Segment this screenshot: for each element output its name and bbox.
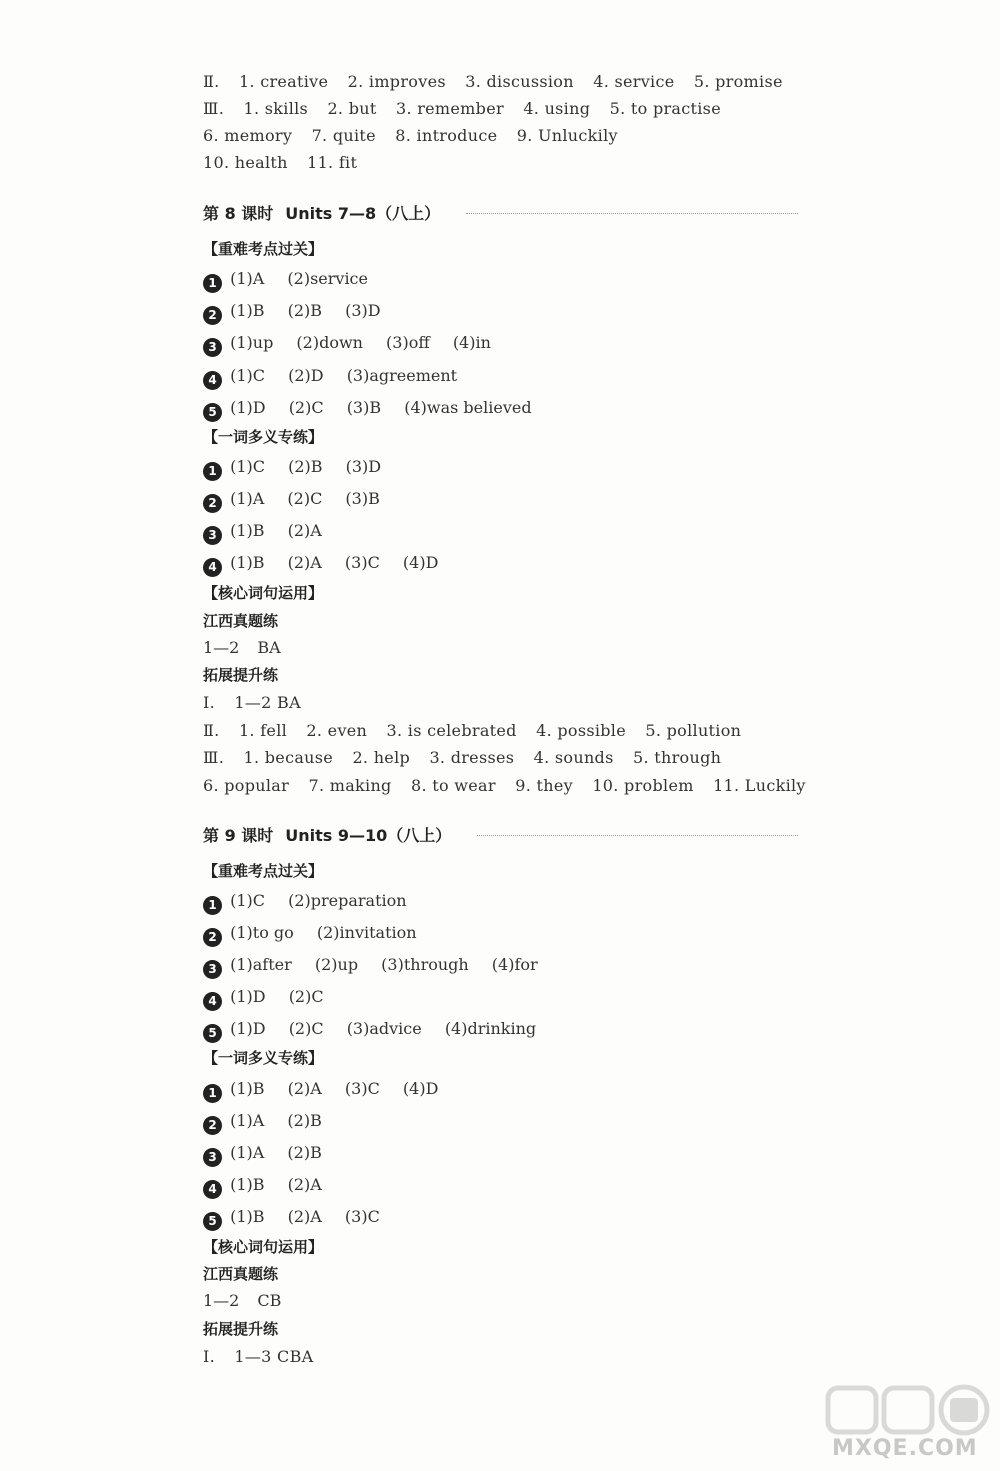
- circled-number-icon: 1: [203, 274, 222, 293]
- circled-number-icon: 2: [203, 928, 222, 947]
- numbered-answer-row: 3 (1)after (2)up (3)through (4)for: [203, 954, 538, 979]
- numbered-answer-row: 2 (1)A (2)B: [203, 1110, 322, 1135]
- circled-number-icon: 2: [203, 306, 222, 325]
- circled-number-icon: 2: [203, 1116, 222, 1135]
- numbered-answer-row: 4 (1)D (2)C: [203, 986, 324, 1011]
- watermark-site: MXQE.COM: [832, 1436, 978, 1461]
- numbered-answer-row: 3 (1)A (2)B: [203, 1142, 322, 1167]
- numbered-answer-row: 4 (1)B (2)A (3)C (4)D: [203, 552, 438, 577]
- numbered-answer-row: 1 (1)C (2)preparation: [203, 890, 407, 915]
- circled-number-icon: 4: [203, 371, 222, 390]
- numbered-answer-row: 2 (1)B (2)B (3)D: [203, 300, 381, 325]
- circled-number-icon: 1: [203, 462, 222, 481]
- numbered-answer-row: 3 (1)up (2)down (3)off (4)in: [203, 332, 491, 357]
- section-title: 【核心词句运用】: [203, 584, 324, 602]
- numbered-answer-row: 5 (1)D (2)C (3)advice (4)drinking: [203, 1018, 536, 1043]
- circled-number-icon: 4: [203, 1180, 222, 1199]
- circled-number-icon: 3: [203, 960, 222, 979]
- circled-number-icon: 5: [203, 1024, 222, 1043]
- answer-line: Ⅲ. 1. skills 2. but 3. remember 4. using 5. to practise: [203, 99, 721, 118]
- answer-line: 6. popular 7. making 8. to wear 9. they 10. problem 11. Luckily: [203, 776, 806, 795]
- numbered-answer-row: 1 (1)C (2)B (3)D: [203, 456, 381, 481]
- section-title: 【重难考点过关】: [203, 240, 324, 258]
- lesson-heading: 第 8 课时 Units 7—8（八上）: [203, 200, 798, 224]
- answer-line: Ⅰ. 1—3 CBA: [203, 1347, 314, 1366]
- numbered-answer-row: 1 (1)B (2)A (3)C (4)D: [203, 1078, 438, 1103]
- section-title: 【一词多义专练】: [203, 1049, 324, 1067]
- section-title: 【核心词句运用】: [203, 1238, 324, 1256]
- circled-number-icon: 4: [203, 558, 222, 577]
- answer-line: 1—2 BA: [203, 638, 281, 657]
- numbered-answer-row: 2 (1)A (2)C (3)B: [203, 488, 380, 513]
- numbered-answer-row: 5 (1)B (2)A (3)C: [203, 1206, 380, 1231]
- answer-line: 6. memory 7. quite 8. introduce 9. Unluckily: [203, 126, 618, 145]
- section-title: 【重难考点过关】: [203, 862, 324, 880]
- subsection-title: 拓展提升练: [203, 1320, 279, 1338]
- circled-number-icon: 3: [203, 526, 222, 545]
- circled-number-icon: 1: [203, 896, 222, 915]
- numbered-answer-row: 5 (1)D (2)C (3)B (4)was believed: [203, 397, 532, 422]
- answer-line: 1—2 CB: [203, 1291, 282, 1310]
- answer-line: Ⅱ. 1. creative 2. improves 3. discussion 4. service 5. promise: [203, 72, 783, 91]
- circled-number-icon: 3: [203, 338, 222, 357]
- circled-number-icon: 3: [203, 1148, 222, 1167]
- circled-number-icon: 2: [203, 494, 222, 513]
- numbered-answer-row: 3 (1)B (2)A: [203, 520, 322, 545]
- answer-line: Ⅲ. 1. because 2. help 3. dresses 4. sounds 5. through: [203, 748, 722, 767]
- answer-line: Ⅰ. 1—2 BA: [203, 693, 301, 712]
- circled-number-icon: 5: [203, 1212, 222, 1231]
- answer-line: 10. health 11. fit: [203, 153, 358, 172]
- numbered-answer-row: 4 (1)B (2)A: [203, 1174, 322, 1199]
- subsection-title: 拓展提升练: [203, 666, 279, 684]
- numbered-answer-row: 4 (1)C (2)D (3)agreement: [203, 365, 457, 390]
- circled-number-icon: 1: [203, 1084, 222, 1103]
- dotted-rule: [466, 213, 798, 214]
- subsection-title: 江西真题练: [203, 612, 279, 630]
- numbered-answer-row: 1 (1)A (2)service: [203, 268, 368, 293]
- lesson-heading: 第 9 课时 Units 9—10（八上）: [203, 822, 798, 846]
- circled-number-icon: 4: [203, 992, 222, 1011]
- circled-number-icon: 5: [203, 403, 222, 422]
- dotted-rule: [477, 835, 798, 836]
- subsection-title: 江西真题练: [203, 1265, 279, 1283]
- numbered-answer-row: 2 (1)to go (2)invitation: [203, 922, 417, 947]
- answer-line: Ⅱ. 1. fell 2. even 3. is celebrated 4. possible 5. pollution: [203, 721, 742, 740]
- section-title: 【一词多义专练】: [203, 428, 324, 446]
